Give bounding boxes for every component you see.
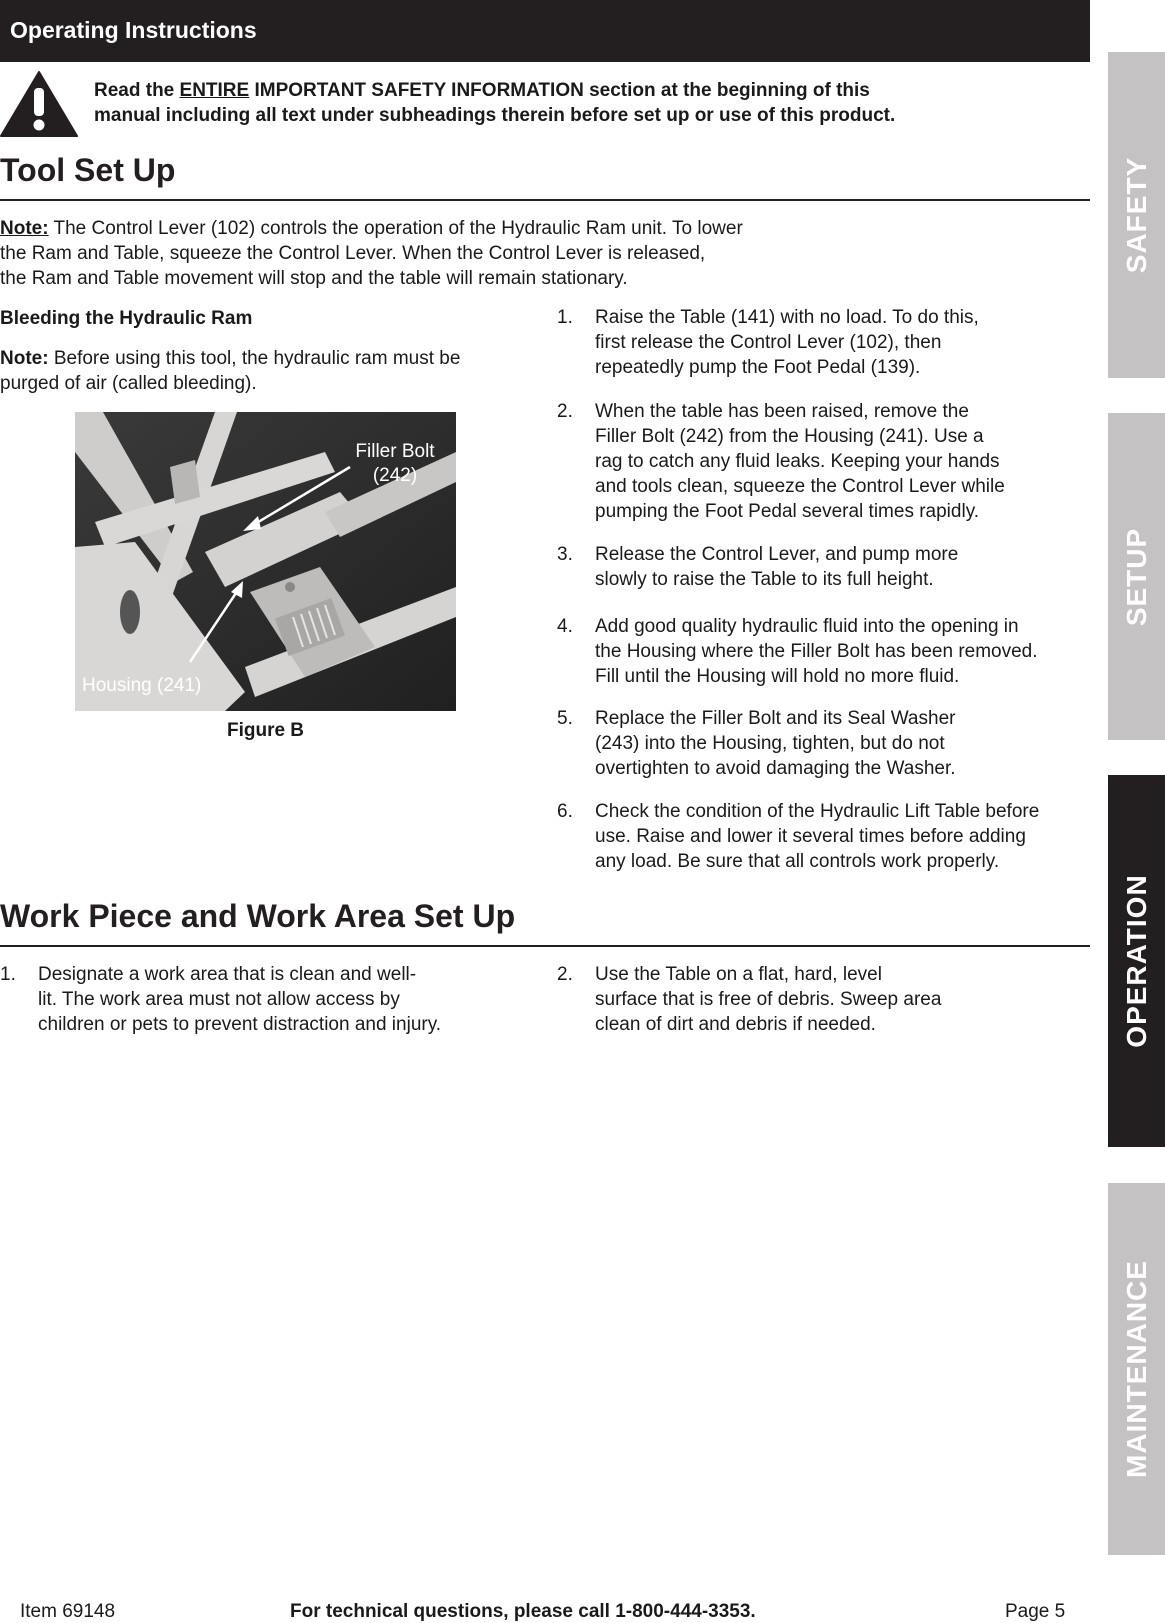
footer-page-number: Page 5 [1005, 1601, 1066, 1622]
figure-b-photo [75, 412, 456, 711]
list-item-number: 3. [557, 544, 573, 565]
tab-setup[interactable]: SETUP [1108, 413, 1165, 740]
list-item-number: 1. [557, 307, 573, 328]
list-item-text: Raise the Table (141) with no load. To do this, first release the Control Lever (102), then repeatedly pump the Foot Pedal (139). [595, 307, 979, 378]
bleeding-note: Note: Before using this tool, the hydraulic ram must be purged of air (called bleeding). [0, 348, 461, 394]
footer-item-number: Item 69148 [20, 1601, 116, 1622]
section-divider [0, 199, 1090, 201]
footer-phone: For technical questions, please call 1-800-444-3353. [290, 1601, 756, 1622]
list-item-text: Designate a work area that is clean and well- lit. The work area must not allow access by children or pets to prevent distraction and injury. [38, 964, 442, 1035]
control-lever-note: Note: The Control Lever (102) controls the operation of the Hydraulic Ram unit. To lower the Ram and Table, squeeze the Control Lever. When the Control Lever is released, the Ram and Table movement will stop and the table will remain stationary. [0, 218, 743, 289]
housing-callout: Housing (241) [82, 675, 202, 696]
tab-operation[interactable]: OPERATION [1108, 775, 1165, 1147]
section-header-bar [0, 0, 1090, 62]
list-item-number: 2. [557, 964, 573, 985]
list-item-number: 5. [557, 708, 573, 729]
list-item-number: 4. [557, 616, 573, 637]
tab-safety[interactable]: SAFETY [1108, 52, 1165, 378]
figure-caption: Figure B [226, 720, 305, 741]
list-item-text: Release the Control Lever, and pump more slowly to raise the Table to its full height. [595, 544, 959, 590]
section-divider [0, 945, 1090, 947]
list-item-number: 6. [557, 801, 573, 822]
tool-setup-title: Tool Set Up [0, 152, 176, 188]
list-item-text: Add good quality hydraulic fluid into the opening in the Housing where the Filler Bolt has been removed. Fill until the Housing will hold no more fluid. [595, 616, 1038, 687]
list-item-text: When the table has been raised, remove the Filler Bolt (242) from the Housing (241). Use a rag to catch any fluid leaks. Keeping your hands and tools clean, squeeze the Control Lever while pumping the Foot Pedal several times rapidly. [595, 401, 1005, 522]
filler-bolt-callout: Filler Bolt (242) [355, 441, 435, 486]
bleeding-heading: Bleeding the Hydraulic Ram [0, 308, 253, 329]
warning-icon [0, 70, 78, 138]
work-area-title: Work Piece and Work Area Set Up [0, 898, 516, 934]
list-item-text: Check the condition of the Hydraulic Lift Table before use. Raise and lower it several times before adding any load. Be sure that all controls work properly. [595, 801, 1040, 872]
entire-emphasis: ENTIRE [179, 80, 250, 101]
safety-warning-text: Read the ENTIRE IMPORTANT SAFETY INFORMATION section at the beginning of this manual including all text under subheadings therein before set up or use of this product. [94, 80, 896, 126]
list-item-number: 2. [557, 401, 573, 422]
section-header-title: Operating Instructions [10, 17, 257, 43]
list-item-text: Replace the Filler Bolt and its Seal Washer (243) into the Housing, tighten, but do not overtighten to avoid damaging the Washer. [595, 708, 956, 779]
list-item-number: 1. [0, 964, 16, 985]
list-item-text: Use the Table on a flat, hard, level surface that is free of debris. Sweep area clean of dirt and debris if needed. [595, 964, 942, 1035]
tab-maintenance[interactable]: MAINTENANCE [1108, 1183, 1165, 1555]
